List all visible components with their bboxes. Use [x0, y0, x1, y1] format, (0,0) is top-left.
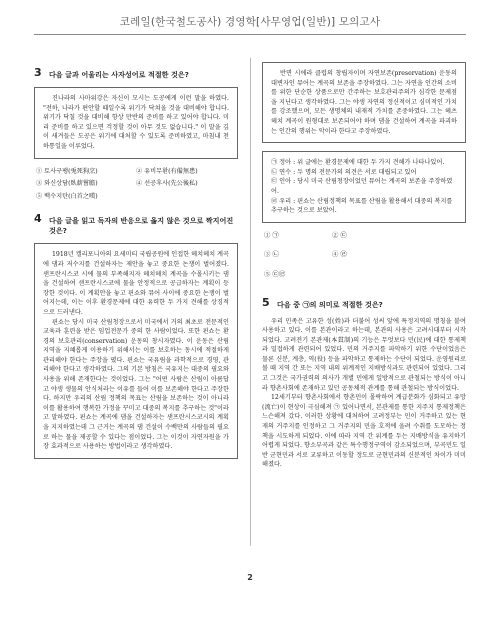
question-4-option-3[interactable]: ③ ㉡: [264, 250, 279, 259]
question-3-options: [36, 167, 238, 205]
question-4-option-4[interactable]: ④ ㉣: [332, 250, 347, 259]
question-5-text: 다음 중 ㉠의 의미로 적절한 것은?: [277, 299, 383, 309]
question-4-number: 4: [34, 212, 42, 226]
question-4-passage-continued-box: [262, 62, 466, 143]
question-4-choices-box: [262, 151, 466, 223]
column-divider: [250, 58, 251, 546]
question-4-choice-b: ㉡ 연수 : 두 명의 전문가의 의견은 서로 대립되고 있어: [271, 168, 417, 176]
question-3-option-5[interactable]: ⑤ 백수지탄(白首之嘆): [36, 192, 98, 200]
question-5-prompt: [262, 295, 466, 310]
question-4-paragraph-2: 핀쇼는 당시 미국 산림청장으로서 미국에서 거의 최초로 전문적인 교육과 훈련을 받은 임업전문가 중의 한 사람이었다. 또한 핀쇼는 환경의 보호관리(conservation) 운동의 창시자였다. 이 운동은 산림 지역을 지혜롭게 이용하기 위해서는 이를 보호하는 동시에 적절하게 관리해야 한다는 주장을 폈다. 핀쇼는 국유림을 과학적으로 경영, 관리해야 한다고 생각하였다. 그의 기본 방침은 국유지는 대중의 필요와 사용을 위해 존재한다는 것이었다. 그는 "어떤 사람은 산림이 아름답고 야생 생물의 안식처라는 이유를 들어 이를 보존해야 한다고 주장한다. 하지만 우리의 산림 정책의 목표는 산림을 보존하는 것이 아니라 이를 활용하여 행복한 가정을 꾸미고 대중의 복지를 추구하는 것"이라고 말하였다. 핀쇼는 계곡에 댐을 건설하자는 샌프란시스코시의 계획을 지지하였는데 그 근거는 계곡의 댐 건설이 수백만의 사람들의 필요로 하는 물을 제공할 수 있다는 점이었다. 그는 이것이 자연자원을 가장 효과적으로 사용하는 방법이라고 생각하였다.: [43, 318, 229, 451]
question-4-option-5[interactable]: ⑤ ㉢㉣: [264, 269, 286, 278]
question-4-prompt: [34, 212, 238, 236]
page-header-title: 코레일(한국철도공사) 경영학[사무영업(일반)] 모의고사: [119, 16, 381, 28]
question-5-paragraph-2: 12세기부터 향촌사회에서 향촌민이 몰락하여 계급분화가 심화되고 유망(流亡)이 현상이 극심해져 ㉠ 있어나면서, 본관제를 통한 지주지 통제정책은 느슨해져 갔다. 이러한 상황에 대처하여 고려정부는 민이 거주하고 있는 현재의 거주지를 인정하고 그 거주지의 민을 호적에 올려 수취를 도모하는 정책을 시도하게 되었다. 이에 따라 지역 간 위계를 두는 지배방식을 유지하기 어렵게 되었다. 향소부곡과 같은 특수행정구역이 감소되었으며, 부곡민도 일반 군현민과 서로 교류하고 이동할 정도로 군현민과의 신분적인 차이가 미미해졌다.: [262, 394, 466, 469]
question-4-choice-d: ㉣ 우리 : 핀쇼는 산림정책의 목표를 산림을 활용해서 대중의 복지를 추구하는 것으로 보았어.: [271, 197, 453, 215]
question-3-passage: 진나라의 사마위강은 자신이 모시는 도공에게 이런 말을 하였다. "전하, 나라가 편안할 때일수록 위기가 닥쳐올 것을 대비해야 합니다. 위기가 닥칠 것을 대비해 항상 만반의 준비를 하고 있어야 합니다. 미리 준비를 하고 있으면 걱정할 것이 아무 것도 없습니다." 이 말을 깊이 새겨들은 도공은 위기에 대처할 수 있도록 준비하였고, 마침내 천하통일을 이루었다.: [43, 95, 229, 150]
question-5-passage: [262, 317, 466, 471]
question-4-choice-a: ㉠ 정아 : 위 글에는 환경문제에 대한 두 가지 견해가 나타나있어.: [271, 159, 445, 167]
question-4-option-2[interactable]: ② ㉢: [332, 230, 347, 239]
question-3-passage-box: [34, 87, 238, 159]
question-4-passage-box: [34, 243, 238, 458]
left-column: [34, 62, 238, 467]
question-4-text: 다음 글을 읽고 독자의 반응으로 옳지 않은 것으로 짝지어진 것은?: [49, 216, 234, 236]
question-4-right-passage: 반면 시에라 클럽의 창립자이며 자연보존(preservation) 운동의 대변자인 뮤어는 계곡의 보존을 주장하였다. 그는 자연을 인간의 소비를 위한 단순한 상품으로만 간주하는 보호관리주의가 심각한 문제점을 지닌다고 생각하였다. 그는 야생 자연의 정신적이고 심미적인 가치를 강조했으며, 모든 생명체의 내재적 가치를 존중하였다. 그는 헤츠헤치 계곡이 원형대로 보존되어야 하며 댐을 건설하여 계곡을 파괴하는 인간의 행위는 악이라 한다고 주장하였다.: [271, 70, 457, 135]
question-3-prompt: [34, 66, 238, 80]
question-3-option-3[interactable]: ③ 와신상담(臥薪嘗膽): [36, 180, 98, 188]
page-number: 2: [247, 573, 253, 582]
question-4-paragraph-1: 1918년 캘리포니아의 요세미티 국립공원에 인접한 헤치헤치 계곡에 댐과 저수지를 건설하자는 제안을 놓고 중요한 논쟁이 벌어졌다. 샌프란시스코 시에 물의 부족해지자 헤치헤치 계곡을 수몰시키는 댐을 건설하여 샌프란시스코에 물을 안정적으로 공급하자는 계획이 등장한 것이다. 이 계획안을 놓고 핀쇼와 뮤어 사이에 중요한 논쟁이 벌어지는데, 이는 이후 환경문제에 대한 유력한 두 가지 견해를 상징적으로 드러낸다.: [43, 251, 229, 316]
question-4-option-1[interactable]: ① ㉠: [264, 230, 279, 239]
question-3-option-4[interactable]: ④ 선공후사(先公後私): [136, 180, 198, 188]
question-4-options: [264, 231, 466, 290]
question-4-choice-c: ㉢ 인아 : 당시 미국 산림청장이었던 뮤어는 계곡의 보존을 주장하였어.: [271, 178, 453, 195]
question-5-number: 5: [262, 295, 270, 309]
question-3-number: 3: [34, 66, 42, 79]
question-3-text: 다음 글과 어울리는 사자성어로 적절한 것은?: [49, 70, 189, 79]
question-3-option-1[interactable]: ① 토사구팽(兎死狗烹): [36, 167, 98, 175]
question-3-option-2[interactable]: ② 유비무환(有備無患): [136, 167, 198, 175]
question-5-paragraph-1: 우리 민족은 고유한 성(姓)과 더불어 성씨 앞에 특정지역의 명칭을 붙여 사용하고 있다. 이를 본관이라고 하는데, 본관의 사용은 고려시대부터 시작되었다. 고려전기 본관제(本貫制)의 기능은 무엇보다 민(民)에 대한 통제책과 밀접하게 관련되어 있었다. 민의 거주지를 파악하기 위한 수단이었음은 물론 신분, 계층, 역(役) 등을 파악하고 통제하는 수단이 되었다. 운영원리로 볼 때 지역 간 또는 지역 내의 위계적인 지배방식과도 관련되어 있었다. 그리고 그것은 국가권력의 의사가 개별 민에게 일방적으로 관철되는 방식이 아니라 향촌사회에 존재하고 있던 공동체적 관계를 통해 관철되는 방식이었다.: [262, 317, 466, 392]
header-divider: [34, 34, 466, 35]
right-column: [262, 62, 466, 470]
